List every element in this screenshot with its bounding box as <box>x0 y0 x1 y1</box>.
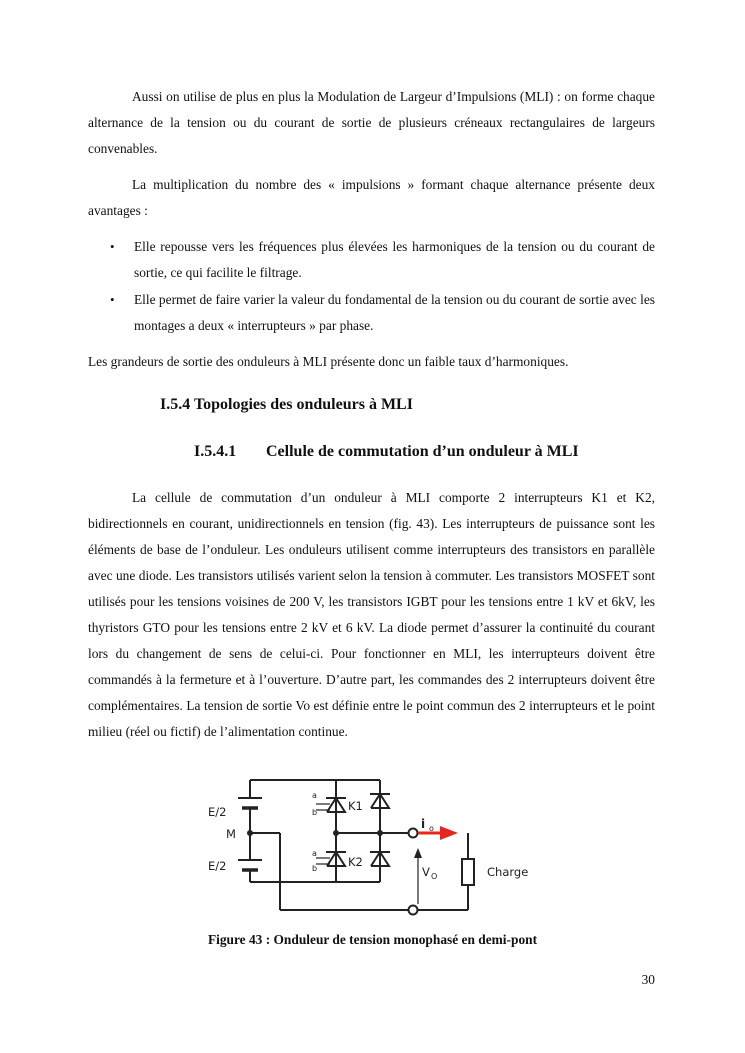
paragraph-advantages: La multiplication du nombre des « impulsions » formant chaque alternance présente deux avantages : <box>88 177 655 218</box>
load-label: Charge <box>487 865 529 879</box>
vo-label: V <box>422 865 430 879</box>
k1-gate-b-label: b <box>312 808 318 817</box>
k1-gate-a-label: a <box>312 791 317 800</box>
advantages-list <box>88 234 655 340</box>
junction-dot <box>377 830 383 836</box>
e-bottom-label: E/2 <box>208 859 227 873</box>
io-label: i <box>421 817 426 831</box>
k1-label: K1 <box>348 799 363 813</box>
bullet-icon: • <box>110 239 115 254</box>
figure-caption: Figure 43 : Onduleur de tension monophasé en demi-pont <box>207 932 538 947</box>
vo-arrow-head <box>414 848 422 858</box>
k2-label: K2 <box>348 855 363 869</box>
paragraph-harmonics: Les grandeurs de sortie des onduleurs à MLI présente donc un faible taux d’harmoniques. <box>88 354 569 369</box>
list-item <box>88 234 655 286</box>
section-heading: I.5.4 Topologies des onduleurs à MLI <box>160 396 413 413</box>
paragraph-mli-intro: Aussi on utilise de plus en plus la Modulation de Largeur d’Impulsions (MLI) : on forme chaque alternance de la tension ou du courant de sortie de plusieurs créneaux rectangulaires de largeurs convenables. <box>88 89 655 156</box>
subsection-heading <box>194 443 579 461</box>
k2-gate-b-label: b <box>312 864 318 873</box>
list-item <box>88 287 655 339</box>
list-item-text: Elle repousse vers les fréquences plus élevées les harmoniques de la tension ou du courant de sortie, ce qui facilite le filtrage. <box>134 239 655 280</box>
io-current-arrow-head <box>440 826 458 840</box>
load-resistor <box>462 859 474 885</box>
half-bridge-circuit-diagram <box>196 772 546 922</box>
junction-dot <box>333 830 339 836</box>
subsection-title: Cellule de commutation d’un onduleur à MLI <box>266 443 579 460</box>
junction-dot <box>247 830 253 836</box>
page-number: 30 <box>641 972 655 987</box>
list-item-text: Elle permet de faire varier la valeur du fondamental de la tension ou du courant de sortie avec les montages a deux « interrupteurs » par phase. <box>134 292 655 333</box>
k2-gate-a-label: a <box>312 849 317 858</box>
bullet-icon: • <box>110 292 115 307</box>
vo-sub-label: O <box>431 872 438 881</box>
midpoint-label: M <box>226 827 236 841</box>
e-top-label: E/2 <box>208 805 227 819</box>
io-sub-label: o <box>429 824 434 833</box>
paragraph-cell-description: La cellule de commutation d’un onduleur à MLI comporte 2 interrupteurs K1 et K2, bidirectionnels en courant, unidirectionnels en tension (fig. 43). Les interrupteurs de puissance sont les éléments de base de l’onduleur. Les onduleurs utilisent comme interrupteurs des transistors en parallèle avec une diode. Les transistors utilisés varient selon la tension à commuter. Les transistors MOSFET sont utilisés pour les tensions voisines de 200 V, les transistors IGBT pour les tensions entre 1 kV et 6kV, les thyristors GTO pour les tensions entre 2 kV et 6 kV. La diode permet d’assurer la continuité du courant lors du changement de sens de celui-ci. Pour fonctionner en MLI, les interrupteurs doivent être commandés à la fermeture et à l’ouverture. D’autre part, les commandes des 2 interrupteurs doivent être complémentaires. La tension de sortie Vo est définie entre le point commun des 2 interrupteurs et le point milieu (réel ou fictif) de l’alimentation continue. <box>88 490 655 739</box>
subsection-number: I.5.4.1 <box>194 443 237 460</box>
return-terminal <box>409 906 418 915</box>
output-terminal <box>409 829 418 838</box>
